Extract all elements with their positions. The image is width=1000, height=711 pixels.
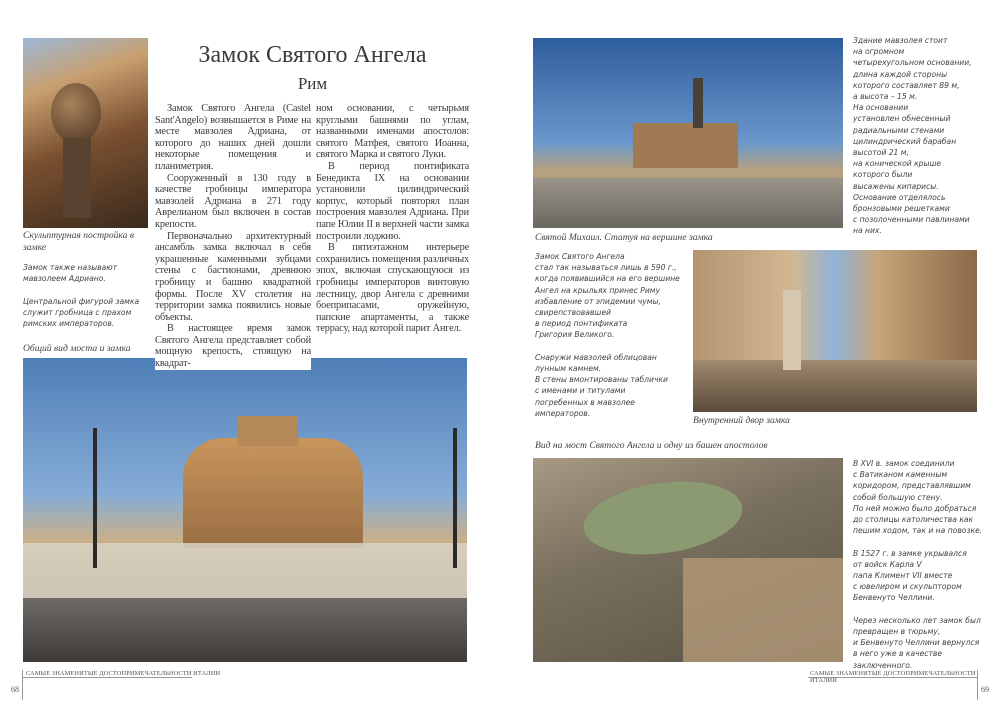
photo-aerial-view <box>533 458 843 662</box>
paragraph: Замок Святого Ангела (Castel Sant'Angelo) возвышается в Риме на месте мавзолея Адриана, от которого до наших дней дошли некоторые помещения и планиметрия. <box>155 103 311 172</box>
caption-sculpture: Скульптурная постройка в замке <box>23 230 135 253</box>
footer-divider-left <box>22 670 23 700</box>
photo-courtyard <box>693 250 977 412</box>
body-column-1 <box>155 103 311 370</box>
note-central-figure: Центральной фигурой замка служит гробница с прахом римских императоров. <box>23 297 140 329</box>
photo-sculpture <box>23 38 148 228</box>
footer-rule-left <box>22 677 192 678</box>
paragraph: В период понтификата Бенедикта IX на основании установили цилиндрический корпус, который повторял план построения мавзолея Адриана. При папе Юлии II в верхней части замка построили лоджию. <box>316 160 469 242</box>
running-footer: САМЫЕ ЗНАМЕНИТЫЕ ДОСТОПРИМЕЧАТЕЛЬНОСТИ ИТАЛИИ <box>26 670 221 677</box>
body-column-2 <box>316 103 469 335</box>
paragraph: ном основании, с четырьмя круглыми башнями по углам, названными именами апостолов: святого Матфея, святого Иоанна, святого Марка и святого Луки. <box>316 103 469 161</box>
caption-view: Вид на мост Святого Ангела и одну из башен апостолов <box>535 440 768 451</box>
caption-saint-michael: Святой Михаил. Статуя на вершине замка <box>535 232 713 243</box>
note-mausoleum-name: Замок также называют мавзолеем Адриано. <box>23 263 118 284</box>
photo-saint-michael <box>533 38 843 228</box>
caption-courtyard: Внутренний двор замка <box>693 415 790 426</box>
note-mausoleum-structure: Здание мавзолея стоит на огромном четырехугольном основании, длина каждой стороны которого составляет 89 м, а высота – 15 м. На основании установлен обнесенный радиальными стенами цилиндрический барабан высотой 21 м, на конической крыше которого были высажены кипарисы. Основание отделялось бронзовыми решетками с позолоченными павлинами на них. <box>853 36 972 236</box>
paragraph: В пятиэтажном интерьере сохранились помещения различных эпох, включая спускающуюся из гробницы императоров винтовую лестницу, двор Ангела с древними боеприпасами, оружейную, папские апартаменты, а также террасу, над которой парит Ангел. <box>316 242 469 335</box>
paragraph: Сооруженный в 130 году в качестве гробницы императора мавзолей Адриана в 271 году Аврелианом был включен в состав крепости. <box>155 172 311 230</box>
note-history: В XVI в. замок соединили с Ватиканом каменным коридором, представлявшим собой большую стену. По ней можно было добраться до столицы католичества как пешим ходом, так и на повозке. В 1527 г. в замке укрывался от войск Карла V папа Климент VII вместе с ювелиром и скульптором Бенвенуто Челлини. Через несколько лет замок был превращен в тюрьму, и Бенвенуто Челлини вернулся в него уже в качестве заключенного. <box>853 459 983 670</box>
note-name-origin: Замок Святого Ангела стал так называться лишь в 590 г., когда появившийся на его вершине Ангел на крыльях принес Риму избавление от эпидемии чумы, свирепствовавшей в период понтификата Григория Великого. Снаружи мавзолей облицован лунным камнем. В стены вмонтированы таблички с именами и титулами погребенных в мавзолее императоров. <box>535 252 680 418</box>
paragraph: Первоначально архитектурный ансамбль замка включал в себя украшенные каменными зубцами стены с бастионами, древнюю гробницу и башню квадратной формы. После XV столетия на территории замка появились новые объекты. <box>155 230 311 323</box>
paragraph: В настоящее время замок Святого Ангела представляет собой мощную крепость, стоящую на квадрат- <box>155 323 311 370</box>
page-number: 69 <box>981 685 989 694</box>
page-title: Замок Святого Ангела <box>198 42 427 68</box>
page-number: 68 <box>11 685 19 694</box>
photo-bridge-castle <box>23 358 467 662</box>
running-footer: САМЫЕ ЗНАМЕНИТЫЕ ДОСТОПРИМЕЧАТЕЛЬНОСТИ ИТАЛИИ <box>810 670 976 684</box>
page-subtitle: Рим <box>297 74 328 93</box>
caption-bridge: Общий вид моста и замка <box>23 343 131 354</box>
